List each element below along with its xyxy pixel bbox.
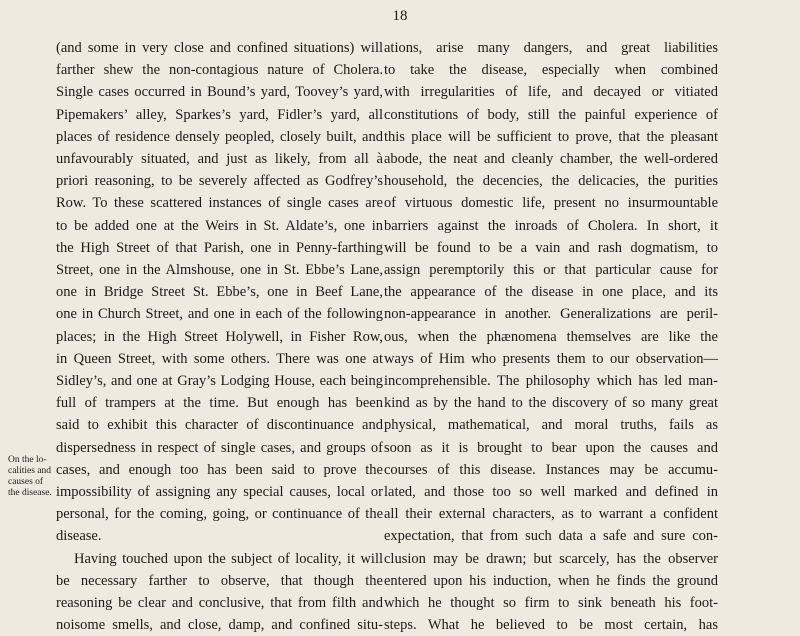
text-line: said to exhibit this character of discontinuance and	[56, 417, 383, 434]
text-line: ways of Him who presents them to our observation—	[384, 350, 718, 367]
text-line: entered upon his induction, when he finds the ground	[384, 572, 718, 589]
text-line: will be found to be a vain and rash dogmatism, to	[384, 239, 718, 256]
left-column	[56, 37, 383, 636]
text-line: household, the decencies, the delicacies, the purities	[384, 173, 718, 190]
text-line: disease.	[56, 528, 102, 545]
text-line: non-appearance in another. Generalizations are peril-	[384, 306, 718, 323]
text-line: in Queen Street, with some others. There was one at	[56, 350, 383, 367]
text-line: ations, arise many dangers, and great liabilities	[384, 40, 718, 56]
text-line: one in Bridge Street St. Ebbe’s, one in Beef Lane,	[56, 284, 383, 301]
margin-note-line: calities and	[8, 466, 51, 476]
text-line: all their external characters, as to warrant a confident	[384, 506, 718, 523]
text-line: personal, for the coming, going, or continuance of the	[56, 506, 383, 523]
text-line: Street, one in the Almshouse, one in St. Ebbe’s Lane,	[56, 262, 383, 279]
text-line: steps. What he believed to be most certain, has	[384, 617, 718, 634]
text-line: cases, and enough too has been said to prove the	[56, 461, 383, 478]
text-line: soon as it is brought to bear upon the causes and	[384, 439, 718, 456]
text-line: Row. To these scattered instances of single cases are	[56, 195, 383, 212]
text-line: priori reasoning, to be severely affected as Godfrey’s	[56, 173, 383, 190]
text-line: with irregularities of life, and decayed or vitiated	[384, 84, 718, 101]
text-line: expectation, that from such data a safe and sure con-	[384, 528, 718, 545]
margin-note-line: On the lo-	[8, 455, 47, 465]
text-line: lated, and those too so well marked and defined in	[384, 484, 718, 501]
text-line: of virtuous domestic life, present no insurmountable	[384, 195, 718, 212]
text-line: to take the disease, especially when combined	[384, 62, 718, 79]
text-line: Sidley’s, and one at Gray’s Lodging House, each being	[56, 373, 383, 390]
text-line: full of trampers at the time. But enough has been	[56, 395, 383, 412]
text-line: barriers against the inroads of Cholera. In short, it	[384, 217, 718, 234]
text-line: be necessary farther to observe, that though the	[56, 572, 383, 589]
text-line: Pipemakers’ alley, Sparkes’s yard, Fidler’s yard, all	[56, 106, 383, 123]
text-line: impossibility of assigning any special causes, local or	[56, 484, 383, 501]
text-line: incomprehensible. The philosophy which has led man-	[384, 373, 718, 390]
text-line: dispersedness in respect of single cases, and groups of	[56, 439, 383, 456]
text-line: noisome smells, and close, damp, and confined situ-	[56, 617, 383, 634]
text-line: to be added one at the Weirs in St. Aldate’s, one in	[56, 217, 383, 234]
text-line: Single cases occurred in Bound’s yard, Toovey’s yard,	[56, 84, 383, 101]
margin-note-line: the disease.	[8, 488, 52, 498]
margin-note-line: causes of	[8, 477, 44, 487]
text-line: the appearance of the disease in one place, and its	[384, 284, 718, 301]
text-line: one in Church Street, and one in each of the following	[56, 306, 383, 323]
text-line: this place will be sufficient to prove, that the pleasant	[384, 128, 718, 145]
text-line: abode, the neat and cleanly chamber, the well-ordered	[384, 151, 718, 168]
text-line: ous, when the phænomena themselves are like the	[384, 328, 718, 345]
page-number: 18	[392, 8, 408, 24]
text-line: physical, mathematical, and moral truths, fails as	[384, 417, 718, 434]
text-line: farther shew the non-contagious nature of Cholera.	[56, 62, 383, 79]
right-column	[384, 37, 718, 636]
text-line: assign peremptorily this or that particular cause for	[384, 262, 718, 279]
text-line: constitutions of body, still the painful experience of	[384, 106, 718, 123]
text-line: places; in the High Street Holywell, in Fisher Row,	[56, 328, 383, 345]
text-line: courses of this disease. Instances may be accumu-	[384, 461, 718, 478]
text-line: (and some in very close and confined situations) will	[56, 40, 383, 56]
text-line: which he thought so firm to sink beneath his foot-	[384, 595, 718, 612]
text-line: unfavourably situated, and just as likely, from all à	[56, 151, 383, 168]
text-line: the High Street of that Parish, one in Penny-farthing	[56, 239, 383, 256]
text-line: reasoning be clear and conclusive, that from filth and	[56, 595, 383, 612]
text-line: clusion may be drawn; but scarcely, has the observer	[384, 550, 718, 567]
text-line: places of residence densely peopled, closely built, and	[56, 128, 383, 145]
margin-note	[8, 455, 56, 499]
text-line: Having touched upon the subject of locality, it will	[74, 550, 383, 567]
text-line: kind as by the hand to the discovery of so many great	[384, 395, 718, 412]
